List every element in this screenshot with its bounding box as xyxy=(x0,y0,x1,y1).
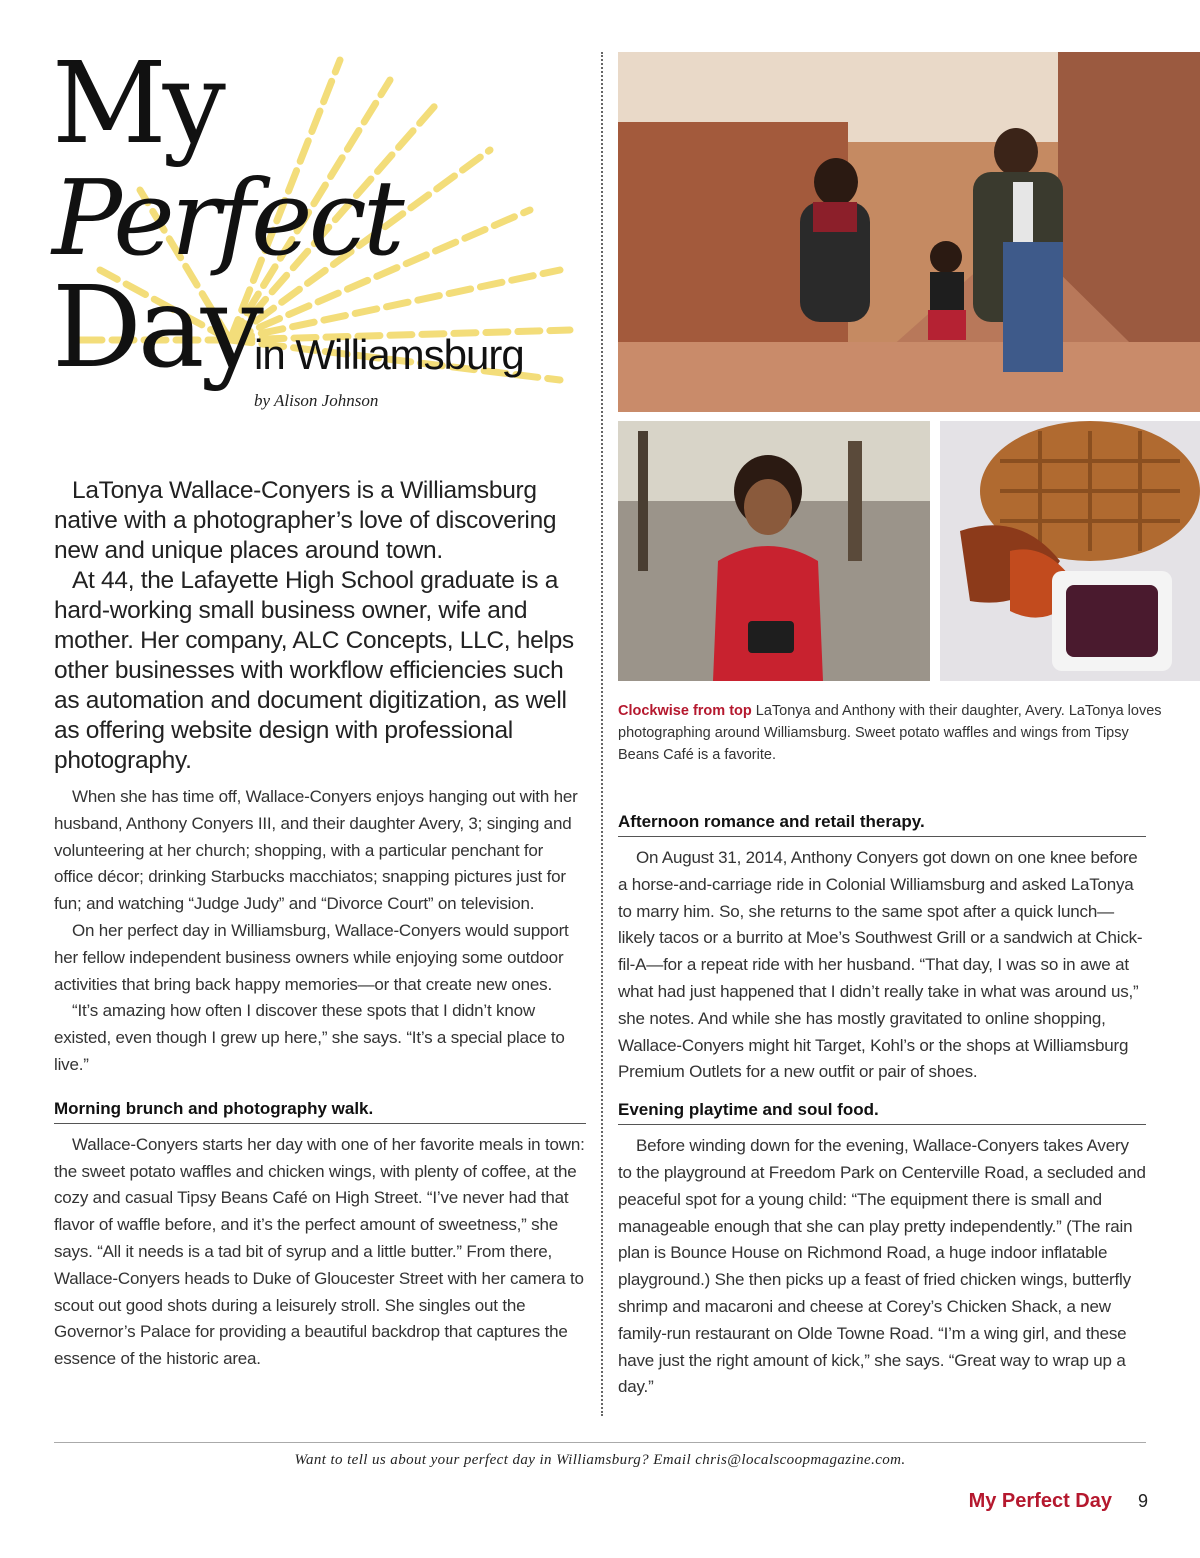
byline: by Alison Johnson xyxy=(254,391,379,410)
lede-paragraph: At 44, the Lafayette High School graduate is a hard-working small business owner, wife and mother. Her company, ALC Concepts, LLC, helps other businesses with workflow efficiencies such as automation and document digitization, as well as offering website design with professional photography. xyxy=(54,567,574,774)
body-paragraph: On her perfect day in Williamsburg, Wallace-Conyers would support her fellow independent business owners while enjoying some outdoor activities that bring back happy memories—or that create new ones. xyxy=(54,920,569,994)
headline-subtitle: in Williamsburg xyxy=(254,331,524,378)
headline-word-day: Day xyxy=(52,263,260,393)
photo-caption xyxy=(618,700,1168,766)
footer-note: Want to tell us about your perfect day in Williamsburg? Email chris@localscoopmagazine.com. xyxy=(294,1452,906,1468)
section-heading-morning: Morning brunch and photography walk. xyxy=(54,1099,586,1124)
body-paragraph: Wallace-Conyers starts her day with one of her favorite meals in town: the sweet potato waffles and chicken wings, with plenty of coffee, at the cozy and casual Tipsy Beans Café on High Street. “I’ve never had that flavor of waffle before, and it’s the perfect amount of sweetness,” she says. “All it needs is a tad bit of syrup and a little butter.” From there, Wallace-Conyers heads to Duke of Gloucester Street with her camera to scout out good shots during a leisurely stroll. She singles out the Governor’s Palace for providing a beautiful backdrop that captures the essence of the historic area. xyxy=(54,1134,585,1369)
page-number: 9 xyxy=(1137,1491,1148,1511)
caption-text: LaTonya and Anthony with their daughter, Avery. LaTonya loves photographing around Williamsburg. Sweet potato waffles and wings from Tipsy Beans Café is a favorite. xyxy=(618,703,1162,763)
body-paragraph: When she has time off, Wallace-Conyers enjoys hanging out with her husband, Anthony Conyers III, and their daughter Avery, 3; singing and volunteering at her church; shopping, with a particular penchant for office décor; drinking Starbucks macchiatos; snapping pictures just for fun; and watching “Judge Judy” and “Divorce Court” on television. xyxy=(54,787,578,914)
column-divider xyxy=(601,52,603,1416)
footer-rule xyxy=(54,1442,1146,1443)
right-column xyxy=(618,800,1146,1401)
section-heading-evening: Evening playtime and soul food. xyxy=(618,1100,1146,1125)
section-heading-afternoon: Afternoon romance and retail therapy. xyxy=(618,812,1146,837)
section-folio: My Perfect Day xyxy=(968,1490,1112,1512)
body-paragraph: Before winding down for the evening, Wallace-Conyers takes Avery to the playground at Freedom Park on Centerville Road, a secluded and peaceful spot for a young child: “The equipment there is small and manageable enough that she can play pretty independently.” (The rain plan is Bounce House on Richmond Road, a huge indoor inflatable playground.) She then picks up a feast of fried chicken wings, butterfly shrimp and macaroni and cheese at Corey’s Chicken Shack, a new family-run restaurant on Olde Towne Road. “I’m a wing girl, and these have just the right amount of kick,” she says. “Great way to wrap up a day.” xyxy=(618,1136,1146,1397)
headline-word-perfect: Perfect xyxy=(52,157,401,279)
caption-lead: Clockwise from top xyxy=(618,703,752,719)
food-photo xyxy=(940,421,1200,681)
left-column xyxy=(54,476,586,1373)
portrait-photo xyxy=(618,421,930,681)
lede-paragraph: LaTonya Wallace-Conyers is a Williamsburg native with a photographer’s love of discovering new and unique places around town. xyxy=(54,477,557,564)
body-paragraph: On August 31, 2014, Anthony Conyers got down on one knee before a horse-and-carriage ride in Colonial Williamsburg and asked LaTonya to marry him. So, she returns to the same spot after a quick lunch—likely tacos or a burrito at Moe’s Southwest Grill or a sandwich at Chick-fil-A—for a repeat ride with her husband. “That day, I was so in awe at what had just happened that I didn’t really take in what was around us,” she notes. And while she has mostly gravitated to online shopping, Wallace-Conyers might hit Target, Kohl’s or the shops at Williamsburg Premium Outlets for a new outfit or pair of shoes. xyxy=(618,848,1143,1082)
family-photo xyxy=(618,52,1200,412)
body-paragraph: “It’s amazing how often I discover these spots that I didn’t know existed, even though I grew up here,” she says. “It’s a special place to live.” xyxy=(54,1001,565,1074)
headline-word-my: My xyxy=(52,39,222,169)
